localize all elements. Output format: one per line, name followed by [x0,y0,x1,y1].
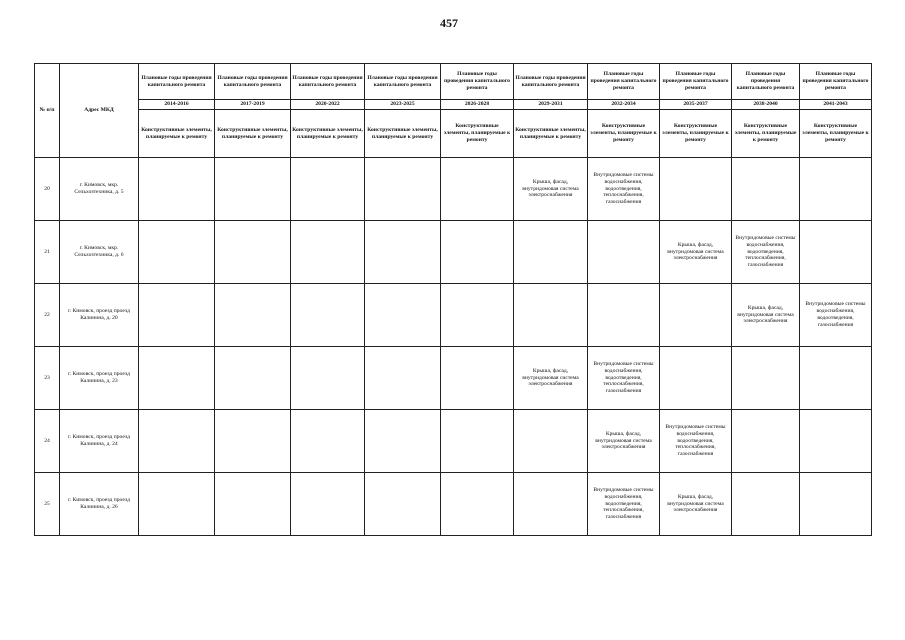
period-elements: Конструктивные элементы, планируемые к ремонту [441,110,514,158]
period-title: Плановые годы проведения капитального ремонта [732,64,800,100]
table-cell: Внутридомовые системы водоснабжения, водоотведения, теплоснабжения, газоснабжения [588,158,660,221]
table-cell [660,158,732,221]
period-title: Плановые годы проведения капитального ремонта [365,64,441,100]
table-row [35,347,872,410]
table-cell [291,284,365,347]
table-cell: Крыша, фасад, внутридомовая система электроснабжения [588,410,660,473]
period-elements: Конструктивные элементы, планируемые к ремонту [800,110,872,158]
table-cell [732,410,800,473]
table-cell [291,221,365,284]
page-number: 457 [440,16,458,30]
row-address: г. Кимовск, проезд проезд Калинина, д. 20 [60,284,139,347]
table-cell [514,284,588,347]
table-cell [441,347,514,410]
period-years: 2032-2034 [588,100,660,110]
period-years: 2014-2016 [139,100,215,110]
table-cell [215,473,291,536]
address-column-header: Адрес МКД [60,64,139,158]
table-cell [800,158,872,221]
table-cell [365,473,441,536]
capital-repair-table [34,63,872,536]
table-cell [139,221,215,284]
period-years: 2029-2031 [514,100,588,110]
table-cell [139,284,215,347]
period-elements: Конструктивные элементы, планируемые к ремонту [215,110,291,158]
period-elements: Конструктивные элементы, планируемые к ремонту [365,110,441,158]
table-cell [215,158,291,221]
table-cell [441,473,514,536]
period-title: Плановые годы проведения капитального ремонта [441,64,514,100]
header-title-row [35,64,872,100]
table-cell [291,473,365,536]
period-title: Плановые годы проведения капитального ремонта [514,64,588,100]
table-cell [800,221,872,284]
table-cell: Крыша, фасад, внутридомовая система электроснабжения [514,347,588,410]
period-title: Плановые годы проведения капитального ремонта [660,64,732,100]
period-years: 2020-2022 [291,100,365,110]
table-row [35,221,872,284]
table-cell [441,158,514,221]
table-cell [732,473,800,536]
row-number: 23 [35,347,60,410]
period-elements: Конструктивные элементы, планируемые к ремонту [660,110,732,158]
table-cell [441,284,514,347]
row-number: 24 [35,410,60,473]
row-address: г. Кимовск, проезд проезд Калинина, д. 23 [60,347,139,410]
table-cell: Крыша, фасад, внутридомовая система электроснабжения [660,473,732,536]
table-cell [365,284,441,347]
period-years: 2041-2043 [800,100,872,110]
row-number: 20 [35,158,60,221]
table-cell [514,410,588,473]
table-cell [365,158,441,221]
table-cell [800,410,872,473]
table-cell: Внутридомовые системы водоснабжения, водоотведения, теплоснабжения, газоснабжения [660,410,732,473]
table-cell [139,347,215,410]
period-title: Плановые годы проведения капитального ремонта [588,64,660,100]
period-elements: Конструктивные элементы, планируемые к ремонту [732,110,800,158]
table-row [35,410,872,473]
period-years: 2017-2019 [215,100,291,110]
period-years: 2035-2037 [660,100,732,110]
row-number: 22 [35,284,60,347]
table-cell: Внутридомовые системы водоснабжения, водоотведения, теплоснабжения, газоснабжения [588,473,660,536]
period-years: 2023-2025 [365,100,441,110]
table-cell [732,158,800,221]
row-number: 25 [35,473,60,536]
table-cell [215,410,291,473]
table-cell [800,347,872,410]
table-cell [291,347,365,410]
period-elements: Конструктивные элементы, планируемые к ремонту [588,110,660,158]
table-cell [441,410,514,473]
row-address: г. Кимовск, проезд проезд Калинина, д. 24 [60,410,139,473]
table-cell [139,410,215,473]
table-row [35,284,872,347]
row-number: 21 [35,221,60,284]
period-title: Плановые годы проведения капитального ремонта [800,64,872,100]
table-cell [732,347,800,410]
table-cell [588,284,660,347]
table-cell [365,347,441,410]
period-years: 2038-2040 [732,100,800,110]
table-cell [588,221,660,284]
table-cell [365,221,441,284]
table-cell [215,221,291,284]
table-cell [441,221,514,284]
row-address: г. Кимовск, мкр. Сельхозтехника, д. 6 [60,221,139,284]
row-address: г. Кимовск, проезд проезд Калинина, д. 26 [60,473,139,536]
period-title: Плановые годы проведения капитального ремонта [291,64,365,100]
table-cell: Крыша, фасад, внутридомовая система электроснабжения [660,221,732,284]
header-years-row [35,100,872,110]
table-cell [514,221,588,284]
period-elements: Конструктивные элементы, планируемые к ремонту [514,110,588,158]
table-cell [139,473,215,536]
header-elements-row [35,110,872,158]
table-cell: Внутридомовые системы водоснабжения, водоотведения, газоснабжения [800,284,872,347]
table-cell [291,158,365,221]
period-title: Плановые годы проведения капитального ремонта [215,64,291,100]
row-address: г. Кимовск, мкр. Сельхозтехника, д. 5 [60,158,139,221]
table-row [35,158,872,221]
table-cell [215,284,291,347]
table-cell: Внутридомовые системы водоснабжения, водоотведения, теплоснабжения, газоснабжения [732,221,800,284]
period-title: Плановые годы проведения капитального ремонта [139,64,215,100]
period-years: 2026-2028 [441,100,514,110]
table-cell: Внутридомовые системы водоснабжения, водоотведения, теплоснабжения, газоснабжения [588,347,660,410]
table-cell [514,473,588,536]
table-row [35,473,872,536]
table-cell [139,158,215,221]
table-cell: Крыша, фасад, внутридомовая система электроснабжения [732,284,800,347]
period-elements: Конструктивные элементы, планируемые к ремонту [139,110,215,158]
table-cell [660,347,732,410]
table-cell [215,347,291,410]
table-cell [291,410,365,473]
table-cell [660,284,732,347]
period-elements: Конструктивные элементы, планируемые к ремонту [291,110,365,158]
table-cell [365,410,441,473]
num-column-header: № п/п [35,64,60,158]
table-cell [800,473,872,536]
table-cell: Крыша, фасад, внутридомовая система электроснабжения [514,158,588,221]
